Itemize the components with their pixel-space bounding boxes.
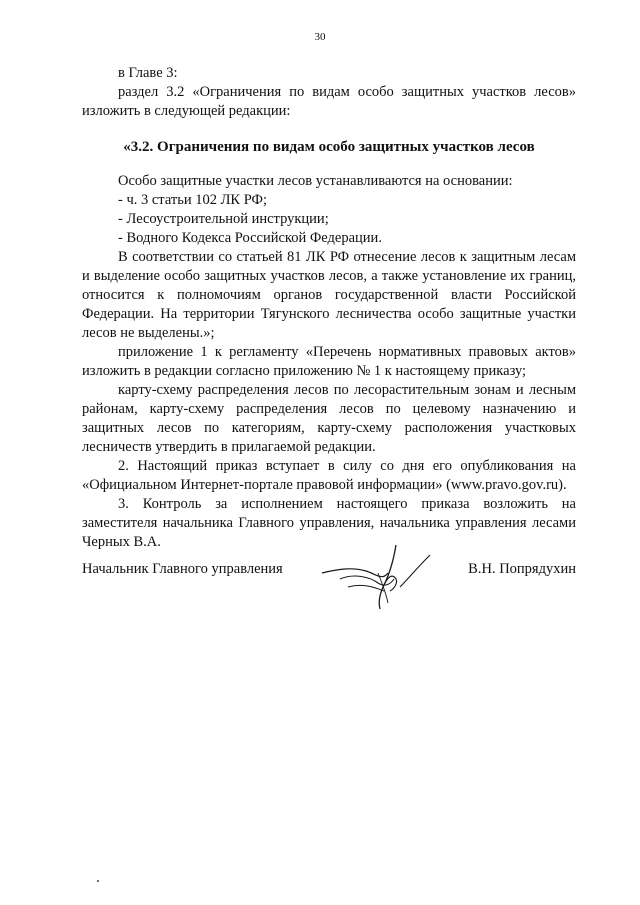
- paragraph-appendix-1: приложение 1 к регламенту «Перечень нормативных правовых актов» изложить в редакции согласно приложению № 1 к настоящему приказу;: [82, 344, 576, 379]
- scan-speck: [97, 880, 99, 882]
- grounds-item: - ч. 3 статьи 102 ЛК РФ;: [118, 192, 268, 208]
- signer-title: Начальник Главного управления: [82, 561, 283, 577]
- section-heading: «3.2. Ограничения по видам особо защитных участков лесов: [123, 139, 535, 155]
- section-instruction: раздел 3.2 «Ограничения по видам особо защитных участков лесов» изложить в следующей редакции:: [82, 84, 576, 119]
- signature-block: [82, 543, 576, 613]
- intro-block: [82, 64, 576, 121]
- paragraph-map-schemes: карту-схему распределения лесов по лесорастительным зонам и лесным районам, карту-схему распределения лесов по целевому назначению и защитных лесов по категориям, карту-схему расположения участковых лесничеств утвердить в прилагаемой редакции.: [82, 382, 576, 455]
- chapter-reference: в Главе 3:: [118, 65, 178, 81]
- page-number: 30: [314, 31, 326, 43]
- paragraph-effective-date: 2. Настоящий приказ вступает в силу со дня его опубликования на «Официальном Интернет-портале правовой информации» (www.pravo.gov.ru).: [82, 458, 576, 493]
- main-text: [82, 172, 576, 552]
- grounds-lead: Особо защитные участки лесов устанавливаются на основании:: [118, 173, 513, 189]
- handwritten-signature: [318, 543, 438, 613]
- signer-name: В.Н. Попрядухин: [468, 561, 576, 577]
- grounds-item: - Водного Кодекса Российской Федерации.: [118, 230, 382, 246]
- grounds-item: - Лесоустроительной инструкции;: [118, 211, 329, 227]
- paragraph-control: 3. Контроль за исполнением настоящего приказа возложить на заместителя начальника Главного управления, начальника управления лесами Черных В.А.: [82, 496, 576, 550]
- paragraph-article-81: В соответствии со статьей 81 ЛК РФ отнесение лесов к защитным лесам и выделение особо защитных участков лесов, а также установление их границ, относится к полномочиям органов государственной власти Российской Федерации. На территории Тягунского лесничества особо защитные участки лесов не выделены.»;: [82, 249, 576, 341]
